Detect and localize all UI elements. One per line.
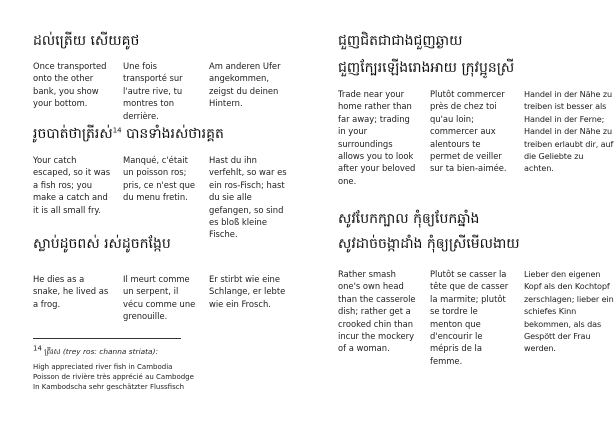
proverb-1-khmer-title: ដល់ត្រើយ សើយគូថ xyxy=(33,33,140,49)
proverb-2-german: Hast du ihn verfehlt, so war es ein ros-Fisch; hast du sie alle gefangen, so sind es bloß kleine Fische. xyxy=(209,155,287,240)
proverb-5-german: Lieber den eigenen Kopf als den Kochtopf zerschlagen; lieber ein schiefes Kinn bekommen, als das Gespött der Frau werden. xyxy=(524,269,614,354)
proverb-3-english: He dies as a snake, he lived as a frog. xyxy=(33,274,109,309)
proverb-3-german: Er stirbt wie eine Schlange, er lebte wie ein Frosch. xyxy=(209,274,286,309)
footnote-number: 14 xyxy=(33,344,42,353)
proverb-3-khmer-title: ស្លាប់ដូចពស់ រស់ដូចកង្កែប xyxy=(33,236,171,252)
proverb-5-khmer-title-line-2: សូវដាច់ចង្កាដាំង កុំឲ្យស្រីមើលងាយ xyxy=(338,236,520,252)
footnote-reference: 14 xyxy=(112,126,122,135)
proverb-1-english: Once transported onto the other bank, you show your bottom. xyxy=(33,61,107,109)
footnote-khmer-term: ត្រីរស xyxy=(44,347,61,356)
proverb-1-french: Une fois transporté sur l'autre rive, tu montres ton derrière. xyxy=(123,61,183,121)
proverb-2-translations xyxy=(33,154,291,241)
right-page xyxy=(308,0,616,430)
footnote-german: In Kambodscha sehr geschätzter Flussfisch xyxy=(33,383,184,391)
proverb-4-french: Plutôt commercer près de chez toi qu'au loin; commercer aux alentours te permet de veiller sur ta bien-aimée. xyxy=(430,89,507,174)
proverb-5-translations xyxy=(338,268,614,367)
proverb-4-khmer-title-line-1: ជួញជិតជាជាងជួញឆ្ងាយ xyxy=(338,33,463,49)
proverb-5-khmer-title-line-1: សូវបែកក្បាល កុំឲ្យបែកឆ្នាំង xyxy=(338,211,480,227)
proverb-3-french: Il meurt comme un serpent, il vécu comme une grenouille. xyxy=(123,274,196,322)
proverb-2-french: Manqué, c'était un poisson ros; pris, ce n'est que du menu fretin. xyxy=(123,155,196,203)
proverb-4-german: Handel in der Nähe zu treiben ist besser als Handel in der Ferne; Handel in der Nähe zu treiben erlaubt dir, auf die Geliebte zu achten. xyxy=(524,89,614,174)
proverb-5-french: Plutôt se casser la tête que de casser la marmite; plutôt se tordre le menton que d'encourir le mépris de la femme. xyxy=(430,269,509,366)
proverb-4-translations xyxy=(338,88,614,187)
proverb-2-title-part-a: រូចបាត់ថាត្រីរស់ xyxy=(33,126,113,142)
proverb-4-khmer-title-line-2: ជួញក្បែរឡើងរោងអាយ ក្រុវប្អូនស្រី xyxy=(338,60,515,76)
proverb-1-german: Am anderen Ufer angekommen, zeigst du deinen Hintern. xyxy=(209,61,281,109)
proverb-2-title-part-b: បានទាំងរស់ថារគ្គត xyxy=(126,126,224,142)
proverb-1-translations xyxy=(33,60,289,122)
proverb-5-english: Rather smash one's own head than the casserole dish; rather get a crooked chin than incur the mockery of a woman. xyxy=(338,269,416,354)
footnote-rule xyxy=(33,338,181,339)
proverb-3-translations xyxy=(33,273,289,323)
footnote-english: High appreciated river fish in Cambodia xyxy=(33,363,173,371)
proverb-2-english: Your catch escaped, so it was a fish ros; you make a catch and it is all small fry. xyxy=(33,155,111,215)
footnote-heading xyxy=(33,344,158,357)
footnote-gloss: (trey ros: channa striata): xyxy=(62,347,158,356)
footnote-french: Poisson de rivière très apprécié au Cambodge xyxy=(33,373,194,381)
proverb-2-khmer-title xyxy=(33,123,224,145)
proverb-4-english: Trade near your home rather than far away; trading in your surroundings allows you to look after your beloved one. xyxy=(338,89,416,186)
